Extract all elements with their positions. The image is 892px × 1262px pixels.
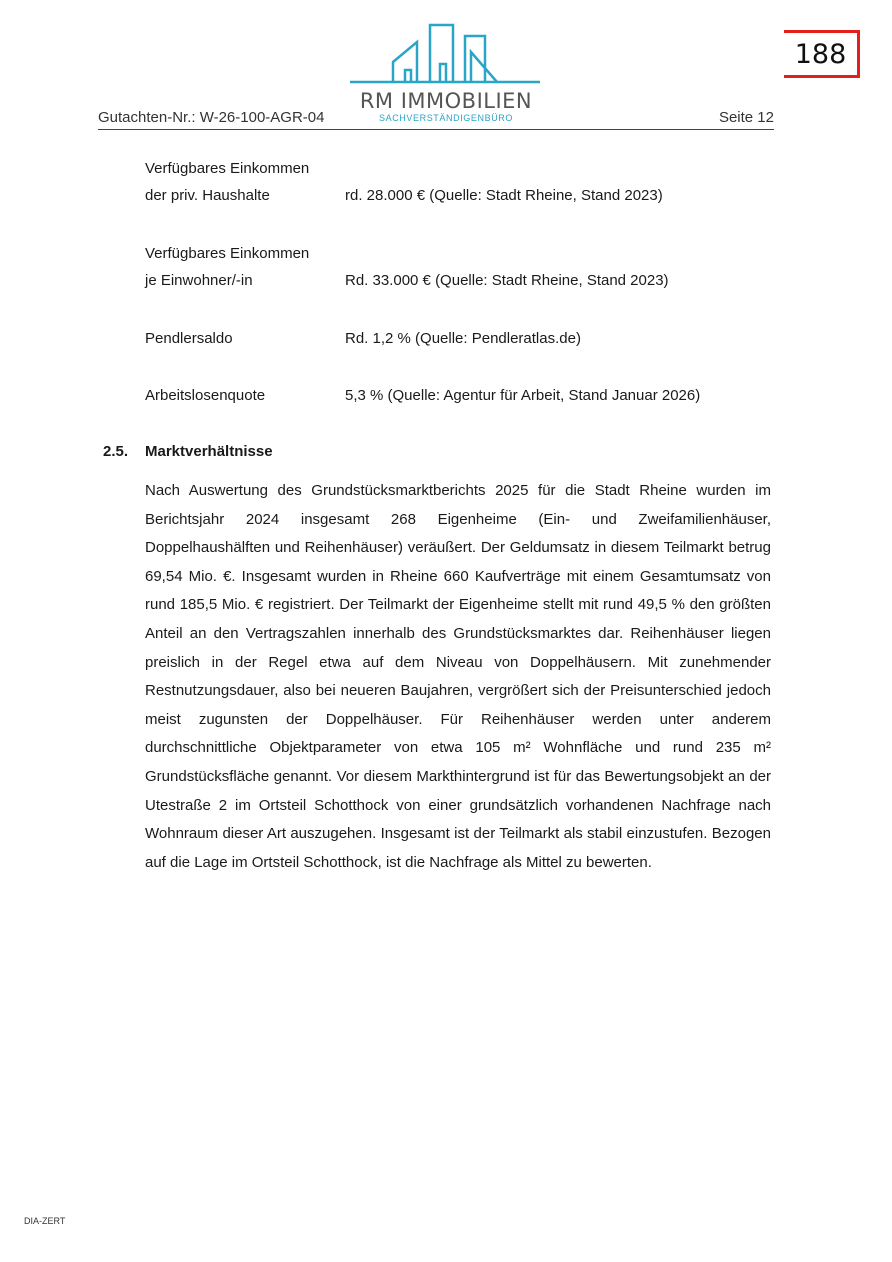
section-number: 2.5. [103,443,129,460]
section-heading: Marktverhältnisse [145,443,273,460]
key-figure-value: Rd. 33.000 € (Quelle: Stadt Rheine, Stand 2023) [345,272,669,289]
key-figure-label: Arbeitslosenquote [145,387,266,404]
company-logo-icon [345,22,545,88]
key-figure-value: rd. 28.000 € (Quelle: Stadt Rheine, Stand 2023) [345,187,663,204]
header-divider [98,129,774,130]
section-paragraph: Nach Auswertung des Grundstücksmarktberichts 2025 für die Stadt Rheine wurden im Berichtsjahr 2024 insgesamt 268 Eigenheime (Ein- und Zweifamilienhäuser, Doppelhaushälften und Reihenhäuser) veräußert. Der Geldumsatz in diesem Teilmarkt betrug 69,54 Mio. €. Insgesamt wurden in Rheine 660 Kaufverträge mit einem Gesamtumsatz von rund 185,5 Mio. € registriert. Der Teilmarkt der Eigenheime stellt mit rund 49,5 % den größten Anteil an den Vertragszahlen innerhalb des Grundstücksmarktes dar. Reihenhäuser liegen preislich in der Regel etwa auf dem Niveau von Doppelhäusern. Mit zunehmender Restnutzungsdauer, also bei neueren Baujahren, vergrößert sich der Preisunterschied jedoch meist zugunsten der Doppelhäuser. Für Reihenhäuser werden unter anderem durchschnittliche Objektparameter von etwa 105 m² Wohnfläche und rund 235 m² Grundstücksfläche genannt. Vor diesem Markthintergrund ist für das Bewertungsobjekt an der Utestraße 2 im Ortsteil Schotthock von einer grundsätzlich vorhandenen Nachfrage nach Wohnraum dieser Art auszugehen. Insgesamt ist der Teilmarkt als stabil einzustufen. Bezogen auf die Lage im Ortsteil Schotthock, ist die Nachfrage als Mittel zu bewerten. [145,482,771,871]
key-figure-label: Verfügbares Einkommen [145,245,310,262]
page-number: 188 [794,38,847,70]
key-figure-label: Pendlersaldo [145,330,233,347]
page-number-stamp [784,30,860,78]
company-name: RM IMMOBILIEN [359,89,533,113]
company-tagline: SACHVERSTÄNDIGENBÜRO [378,113,514,123]
page-label: Seite 12 [718,109,774,126]
key-figure-value: Rd. 1,2 % (Quelle: Pendleratlas.de) [345,330,581,347]
key-figure-value: 5,3 % (Quelle: Agentur für Arbeit, Stand Januar 2026) [345,387,701,404]
footer-mark: DIA-ZERT [24,1216,66,1226]
key-figure-label: Verfügbares Einkommen [145,160,310,177]
report-number: Gutachten-Nr.: W-26-100-AGR-04 [98,109,325,126]
key-figure-label: je Einwohner/-in [145,272,253,289]
key-figure-label: der priv. Haushalte [145,187,270,204]
